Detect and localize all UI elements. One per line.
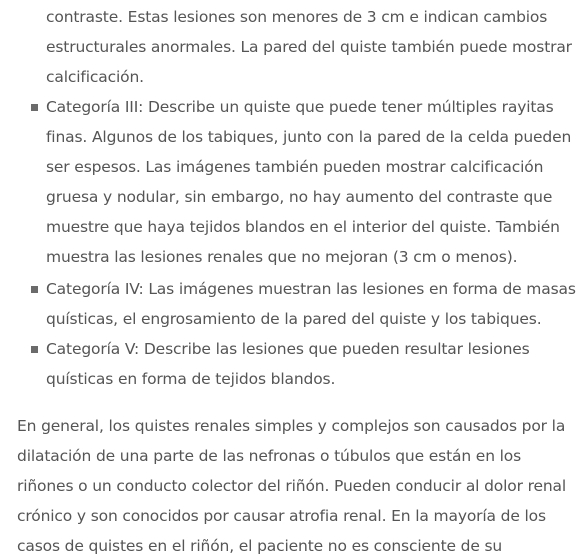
bullet-square-icon (31, 104, 38, 111)
list-item-line: quísticas, el engrosamiento de la pared del quiste y los tabiques. (46, 310, 542, 328)
list-item-continuation-line: calcificación. (46, 68, 144, 86)
list-item-continuation-line: contraste. Estas lesiones son menores de 3 cm e indican cambios (46, 8, 548, 26)
paragraph-line: casos de quistes en el riñón, el paciente no es consciente de su (17, 537, 503, 555)
paragraph-line: En general, los quistes renales simples y complejos son causados por la (17, 417, 566, 435)
paragraph-line: dilatación de una parte de las nefronas o túbulos que están en los (17, 447, 522, 465)
list-item-line: quísticas en forma de tejidos blandos. (46, 370, 336, 388)
list-item-line: ser espesos. Las imágenes también pueden mostrar calcificación (46, 158, 544, 176)
list-item-line: Categoría IV: Las imágenes muestran las lesiones en forma de masas (46, 280, 576, 298)
list-item-line: muestre que haya tejidos blandos en el interior del quiste. También (46, 218, 560, 236)
list-item-line: gruesa y nodular, sin embargo, no hay aumento del contraste que (46, 188, 553, 206)
list-item-line: muestra las lesiones renales que no mejoran (3 cm o menos). (46, 248, 518, 266)
list-item-line: Categoría V: Describe las lesiones que pueden resultar lesiones (46, 340, 530, 358)
bullet-square-icon (31, 346, 38, 353)
list-item-line: Categoría III: Describe un quiste que puede tener múltiples rayitas (46, 98, 554, 116)
paragraph-line: riñones o un conducto colector del riñón. Pueden conducir al dolor renal (17, 477, 567, 495)
list-item-line: finas. Algunos de los tabiques, junto con la pared de la celda pueden (46, 128, 572, 146)
bullet-square-icon (31, 286, 38, 293)
list-item-continuation-line: estructurales anormales. La pared del quiste también puede mostrar (46, 38, 572, 56)
paragraph-line: crónico y son conocidos por causar atrofia renal. En la mayoría de los (17, 507, 546, 525)
